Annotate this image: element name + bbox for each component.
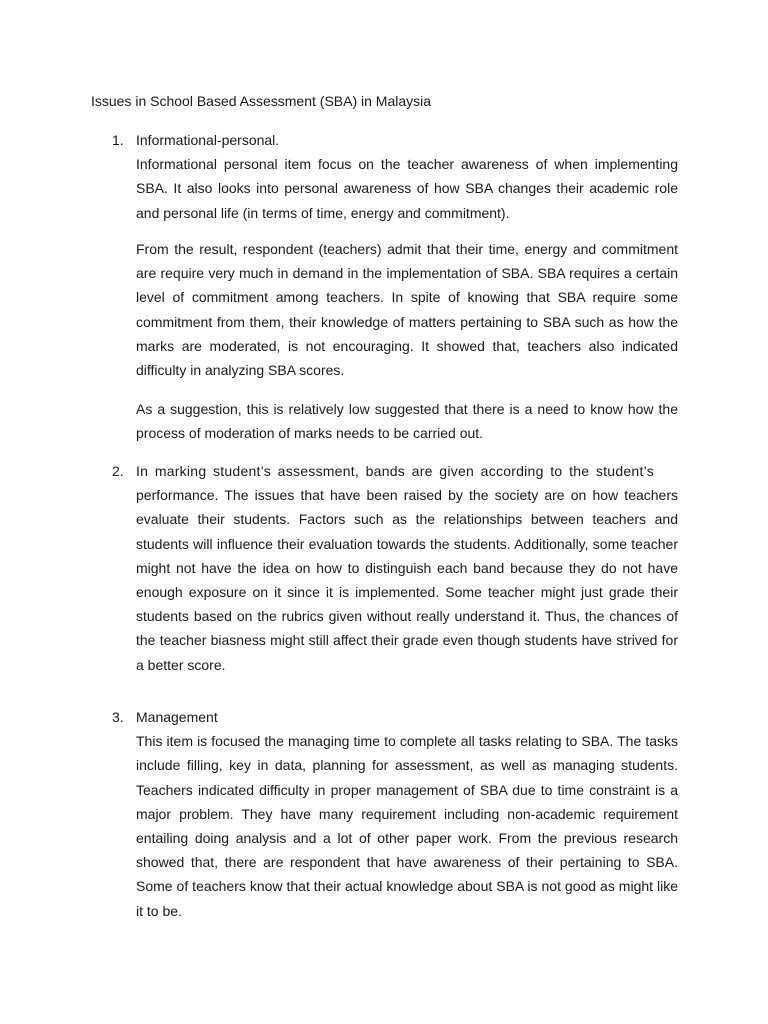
item-1-paragraph-1: Informational personal item focus on the teacher awareness of when implementing SBA. It also looks into personal awareness of how SBA changes their academic role and personal life (in terms of time, energy and commitment). xyxy=(136,156,678,221)
item-1-heading: Informational-personal. xyxy=(136,132,280,148)
item-3-section xyxy=(136,705,678,923)
item-2-lead-line: In marking student’s assessment, bands are given according to the student’s xyxy=(136,463,654,479)
item-3-heading: Management xyxy=(136,709,218,725)
item-1-paragraph-3: As a suggestion, this is relatively low suggested that there is a need to know how the process of moderation of marks needs to be carried out. xyxy=(136,401,678,442)
item-1-number: 1. xyxy=(112,132,124,148)
item-2-section xyxy=(136,459,678,677)
item-1-section xyxy=(136,128,678,225)
item-3-paragraph: This item is focused the managing time to complete all tasks relating to SBA. The tasks include filling, key in data, planning for assessment, as well as managing students. Teachers indicated difficulty in proper management of SBA due to time constraint is a major problem. They have many requirement including non-academic requirement entailing doing analysis and a lot of other paper work. From the previous research showed that, there are respondent that have awareness of their pertaining to SBA. Some of teachers know that their actual knowledge about SBA is not good as might like it to be. xyxy=(136,733,678,919)
item-3-number: 3. xyxy=(112,709,124,725)
item-1-paragraph-2: From the result, respondent (teachers) admit that their time, energy and commitment are require very much in demand in the implementation of SBA. SBA requires a certain level of commitment among teachers. In spite of knowing that SBA require some commitment from them, their knowledge of matters pertaining to SBA such as how the marks are moderated, is not encouraging. It showed that, teachers also indicated difficulty in analyzing SBA scores. xyxy=(136,241,678,379)
item-2-number: 2. xyxy=(112,463,124,479)
document-title: Issues in School Based Assessment (SBA) in Malaysia xyxy=(91,93,432,109)
item-2-paragraph: performance. The issues that have been raised by the society are on how teachers evaluate their students. Factors such as the relationships between teachers and students will influence their evaluation towards the students. Additionally, some teacher might not have the idea on how to distinguish each band because they do not have enough exposure on it since it is implemented. Some teacher might just grade their students based on the rubrics given without really understand it. Thus, the chances of the teacher biasness might still affect their grade even though students have strived for a better score. xyxy=(136,487,678,673)
